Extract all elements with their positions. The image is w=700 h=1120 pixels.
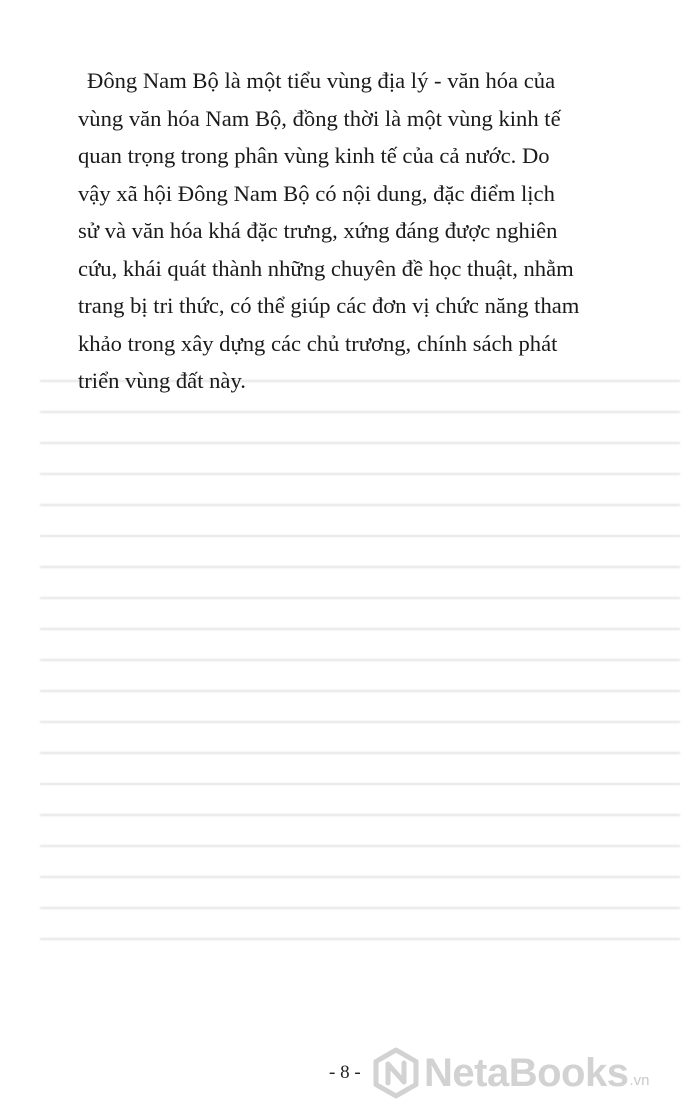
netabooks-watermark — [372, 1043, 649, 1103]
paragraph-line — [78, 175, 638, 213]
paragraph-line — [78, 325, 638, 363]
paragraph-line — [78, 100, 638, 138]
paragraph-line-text: sử và văn hóa khá đặc trưng, xứng đáng được nghiên — [78, 218, 558, 243]
paragraph-line — [78, 287, 638, 325]
bleed-through-texture — [40, 380, 680, 1000]
watermark-suffix: .vn — [629, 1071, 650, 1089]
paragraph-line-text: triển vùng đất này. — [78, 368, 246, 393]
paragraph-line-text: Đông Nam Bộ là một tiểu vùng địa lý - văn hóa của — [87, 68, 556, 93]
netabooks-logo-icon — [372, 1047, 420, 1099]
paragraph-line-text: cứu, khái quát thành những chuyên đề học thuật, nhằm — [78, 255, 574, 281]
paragraph-line-text: quan trọng trong phân vùng kinh tế của cả nước. Do — [78, 143, 550, 168]
body-paragraph — [78, 62, 638, 400]
page-number: - 8 - — [329, 1062, 361, 1083]
paragraph-line — [78, 250, 638, 288]
watermark-brand: NetaBooks — [424, 1050, 629, 1095]
paragraph-line-text: vậy xã hội Đông Nam Bộ có nội dung, đặc điểm lịch — [78, 180, 555, 206]
paragraph-line-text: trang bị tri thức, có thể giúp các đơn vị chức năng tham — [78, 293, 580, 318]
paragraph-line — [78, 137, 638, 175]
paragraph-line — [78, 362, 638, 400]
paragraph-line-text: khảo trong xây dựng các chủ trương, chính sách phát — [78, 330, 558, 356]
paragraph-line-text: vùng văn hóa Nam Bộ, đồng thời là một vùng kinh tế — [78, 105, 561, 131]
paragraph-line — [78, 62, 638, 100]
paragraph-line — [78, 212, 638, 250]
